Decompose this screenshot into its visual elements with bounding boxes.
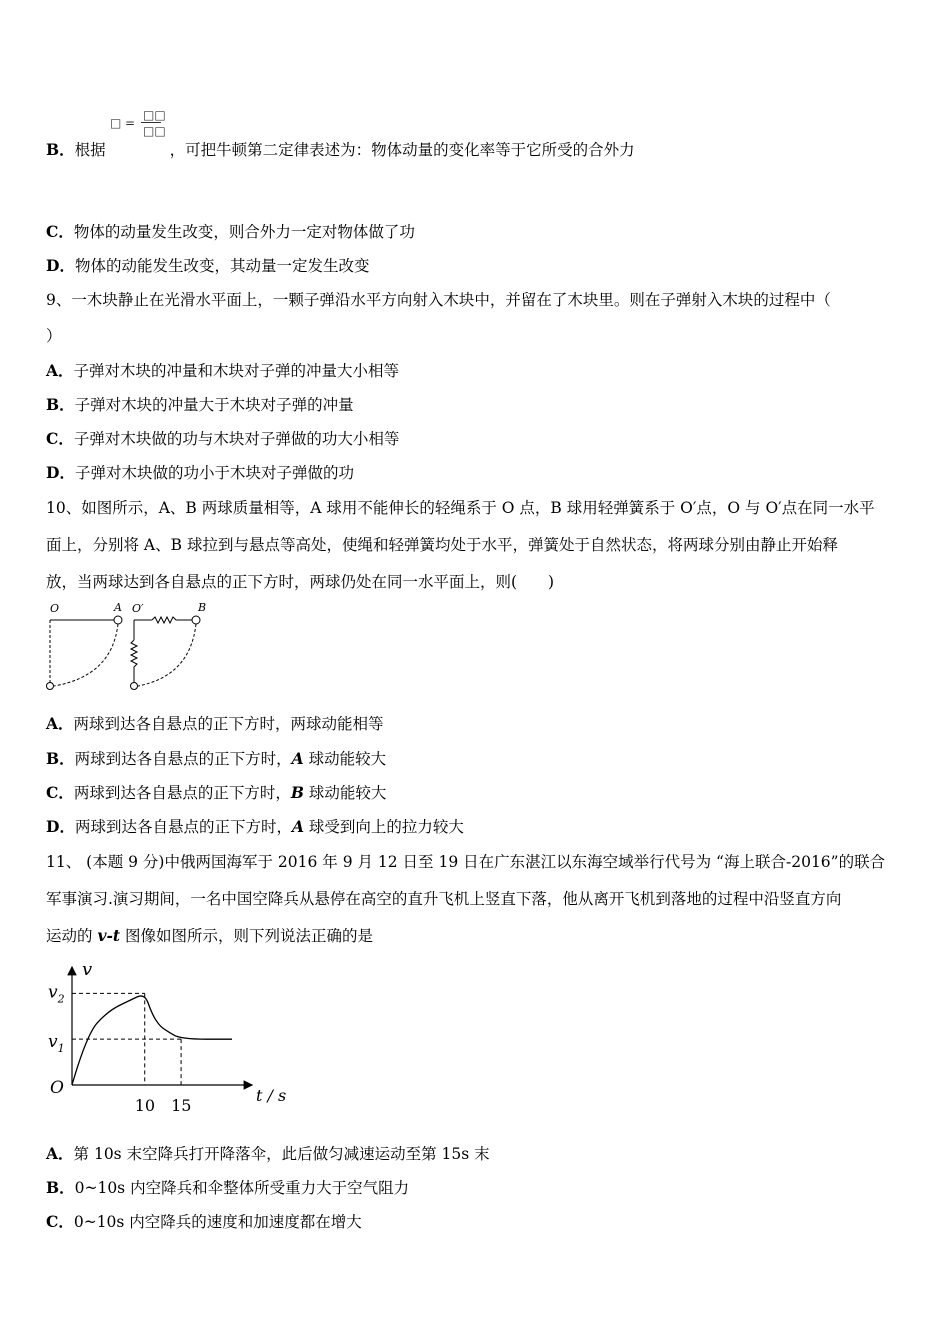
y-tick-v1-sub: 1 bbox=[57, 1042, 65, 1056]
option-text-post: 球受到向上的拉力较大 bbox=[304, 818, 464, 836]
formula-numerator: □□ bbox=[143, 108, 166, 122]
option-text: 子弹对木块做的功与木块对子弹做的功大小相等 bbox=[73, 430, 400, 448]
q9-option-b bbox=[46, 395, 354, 415]
option-text: 子弹对木块的冲量大于木块对子弹的冲量 bbox=[74, 396, 354, 414]
pendulum-spring-figure bbox=[40, 598, 220, 698]
option-text: 两球到达各自悬点的正下方时， bbox=[73, 784, 291, 802]
q9-option-d bbox=[46, 463, 354, 483]
ball-a-path bbox=[54, 624, 118, 686]
ball-b-bottom bbox=[131, 683, 138, 690]
q11-stem-line1: 11、 (本题 9 分)中俄两国海军于 2016 年 9 月 12 日至 19 日在广东湛江以东海空域举行代号为 “海上联合-2016”的联合 bbox=[46, 853, 886, 871]
option-letter: D． bbox=[46, 463, 75, 482]
option-italic: B bbox=[290, 783, 304, 802]
y-tick-v1-main: v bbox=[48, 1032, 58, 1053]
x-axis-label: t / s bbox=[256, 1086, 287, 1105]
spring-vertical bbox=[131, 640, 137, 682]
option-letter: C． bbox=[46, 429, 74, 448]
option-text-pre: 根据 bbox=[74, 141, 106, 159]
q10-option-c bbox=[46, 783, 386, 803]
formula-denominator: □□ bbox=[143, 124, 166, 138]
option-letter: D． bbox=[46, 817, 75, 836]
y-tick-v2-sub: 2 bbox=[57, 992, 65, 1006]
q9-stem-line2: ） bbox=[46, 327, 62, 345]
q11-option-c bbox=[46, 1212, 362, 1232]
option-letter: B． bbox=[46, 1178, 75, 1197]
ball-b-path bbox=[138, 624, 196, 686]
option-text: 两球到达各自悬点的正下方时， bbox=[74, 818, 292, 836]
option-italic: A bbox=[291, 749, 304, 768]
formula-lhs: □ bbox=[110, 116, 122, 130]
fraction-bar bbox=[141, 122, 161, 123]
q11-option-a bbox=[46, 1144, 490, 1164]
option-letter: B． bbox=[46, 140, 75, 159]
option-letter: A． bbox=[46, 361, 74, 380]
option-text: 物体的动能发生改变，其动量一定发生改变 bbox=[74, 257, 370, 275]
ball-b bbox=[192, 616, 200, 624]
q10-option-a bbox=[46, 714, 384, 734]
x-tick-10: 10 bbox=[134, 1096, 156, 1115]
y-axis-label: v bbox=[82, 959, 93, 980]
option-letter: B． bbox=[46, 749, 75, 768]
q11-stem-line2: 军事演习.演习期间，一名中国空降兵从悬停在高空的直升飞机上竖直下落，他从离开飞机到落地的过程中沿竖直方向 bbox=[46, 890, 842, 908]
series-line-v-t bbox=[72, 996, 232, 1085]
option-text: 两球到达各自悬点的正下方时，两球动能相等 bbox=[73, 715, 384, 733]
q9-option-c bbox=[46, 429, 399, 449]
option-letter: C． bbox=[46, 783, 74, 802]
formula-eq: = bbox=[125, 116, 136, 130]
option-text: 第 10s 末空降兵打开降落伞，此后做匀减速运动至第 15s 末 bbox=[73, 1145, 490, 1163]
q10-option-b bbox=[46, 749, 386, 769]
q9-option-a bbox=[46, 361, 399, 381]
option-text-post: 球动能较大 bbox=[303, 750, 387, 768]
option-letter: C． bbox=[46, 1212, 74, 1231]
q10-stem-line1: 10、如图所示，A、B 两球质量相等，A 球用不能伸长的轻绳系于 O 点，B 球用轻弹簧系于 O′点，O 与 O′点在同一水平 bbox=[46, 499, 875, 517]
option-letter: A． bbox=[46, 714, 74, 733]
y-tick-v2 bbox=[48, 982, 65, 1005]
label-o-prime: O′ bbox=[132, 602, 144, 615]
q8-option-d bbox=[46, 256, 369, 276]
v-t-graph bbox=[40, 955, 290, 1120]
q11-option-b bbox=[46, 1178, 409, 1198]
option-letter: A． bbox=[46, 1144, 74, 1163]
stem-text-post: 图像如图所示，则下列说法正确的是 bbox=[120, 927, 373, 945]
option-letter: B． bbox=[46, 395, 75, 414]
q10-stem-line3: 放，当两球达到各自悬点的正下方时，两球仍处在同一水平面上，则( ) bbox=[46, 573, 555, 591]
ball-a bbox=[114, 616, 122, 624]
origin-label: O bbox=[50, 1078, 64, 1098]
label-o: O bbox=[50, 602, 60, 615]
y-tick-v1 bbox=[48, 1032, 65, 1055]
stem-italic: v-t bbox=[97, 926, 121, 945]
option-text: 子弹对木块做的功小于木块对子弹做的功 bbox=[74, 464, 354, 482]
option-text-post: ，可把牛顿第二定律表述为：物体动量的变化率等于它所受的合外力 bbox=[169, 141, 635, 159]
q9-stem-line1: 9、一木块静止在光滑水平面上，一颗子弹沿水平方向射入木块中，并留在了木块里。则在子弹射入木块的过程中（ bbox=[46, 291, 831, 309]
ball-a-bottom bbox=[47, 683, 54, 690]
label-a: A bbox=[114, 601, 122, 614]
option-text: 0~10s 内空降兵和伞整体所受重力大于空气阻力 bbox=[74, 1179, 410, 1197]
option-italic: A bbox=[291, 817, 304, 836]
q8-option-b bbox=[46, 140, 635, 160]
option-text: 两球到达各自悬点的正下方时， bbox=[74, 750, 292, 768]
option-text-post: 球动能较大 bbox=[303, 784, 387, 802]
option-text: 物体的动量发生改变，则合外力一定对物体做了功 bbox=[73, 223, 415, 241]
option-text: 子弹对木块的冲量和木块对子弹的冲量大小相等 bbox=[73, 362, 400, 380]
option-letter: D． bbox=[46, 256, 75, 275]
q11-stem-line3 bbox=[46, 926, 373, 946]
q10-option-d bbox=[46, 817, 464, 837]
stem-text: 运动的 bbox=[46, 927, 98, 945]
option-text: 0~10s 内空降兵的速度和加速度都在增大 bbox=[73, 1213, 362, 1231]
q8-option-c bbox=[46, 222, 415, 242]
spring-horizontal bbox=[152, 617, 192, 623]
x-tick-15: 15 bbox=[171, 1096, 192, 1115]
q10-stem-line2: 面上，分别将 A、B 球拉到与悬点等高处，使绳和轻弹簧均处于水平，弹簧处于自然状态，将两球分别由静止开始释 bbox=[46, 536, 838, 554]
y-tick-v2-main: v bbox=[48, 982, 58, 1003]
label-b: B bbox=[198, 601, 207, 614]
option-letter: C． bbox=[46, 222, 74, 241]
